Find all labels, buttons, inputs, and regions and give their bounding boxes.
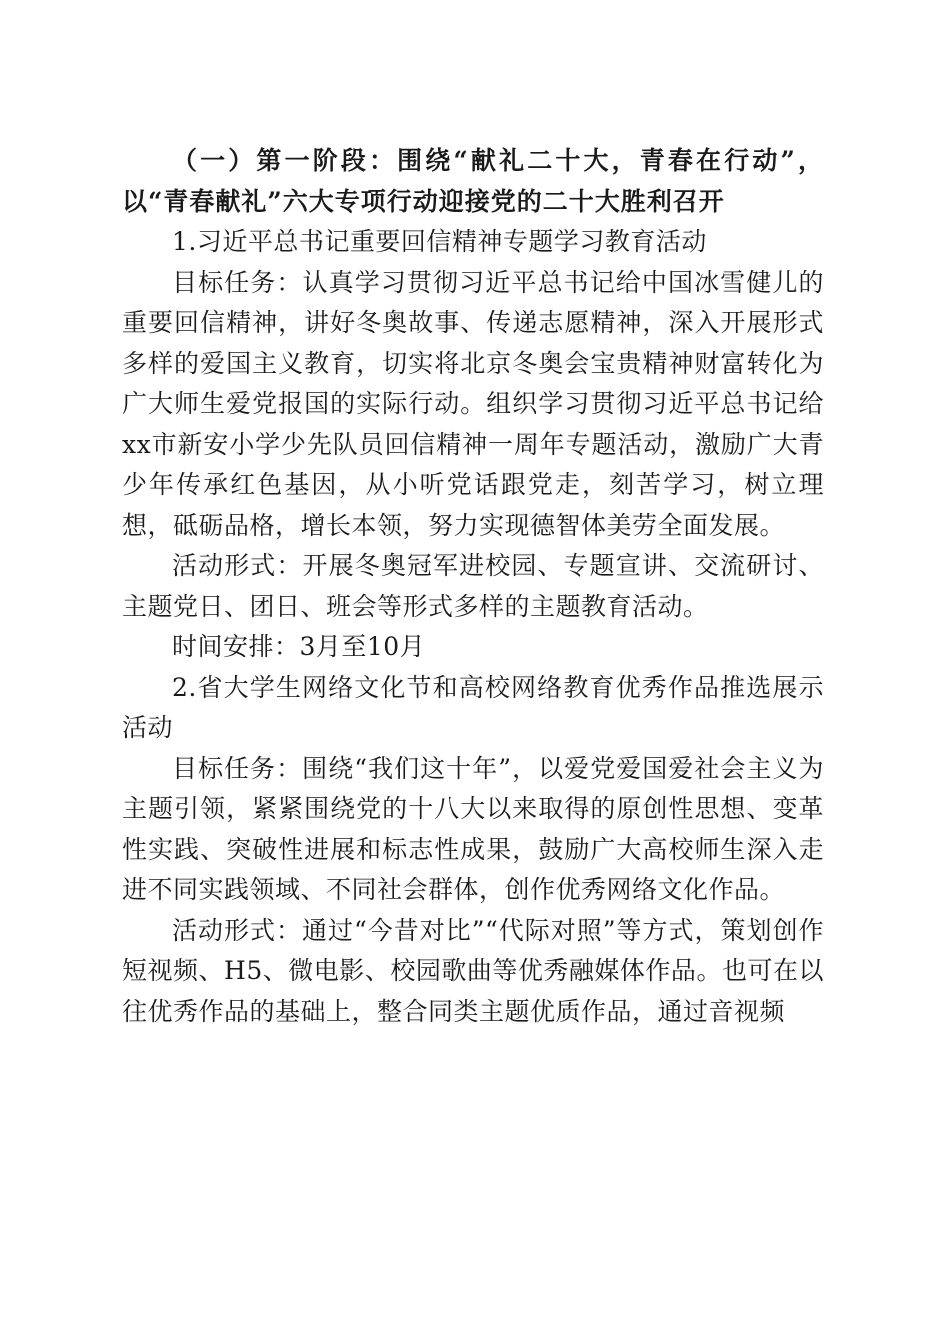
item-2-form: 活动形式：通过“今昔对比”“代际对照”等方式，策划创作短视频、H5、微电影、校园歌曲等优秀融媒体作品。也可在以往优秀作品的基础上，整合同类主题优质作品，通过音视频: [122, 915, 824, 1026]
item-1-schedule: 时间安排：3月至10月: [172, 632, 426, 661]
item-2-title: 2.省大学生网络文化节和高校网络教育优秀作品推选展示活动: [122, 672, 824, 742]
item-1-form: 活动形式：开展冬奥冠军进校园、专题宣讲、交流研讨、主题党日、团日、班会等形式多样的主题教育活动。: [122, 551, 824, 621]
item-1-title: 1.习近平总书记重要回信精神专题学习教育活动: [172, 227, 707, 256]
item-1-goal: 目标任务：认真学习贯彻习近平总书记给中国冰雪健儿的重要回信精神，讲好冬奥故事、传递志愿精神，深入开展形式多样的爱国主义教育，切实将北京冬奥会宝贵精神财富转化为广大师生爱党报国的实际行动。组织学习贯彻习近平总书记给xx市新安小学少先队员回信精神一周年专题活动，激励广大青少年传承红色基因，从小听党话跟党走，刻苦学习，树立理想，砥砺品格，增长本领，努力实现德智体美劳全面发展。: [122, 267, 824, 540]
section-heading: （一）第一阶段：围绕“献礼二十大，青春在行动”，以“青春献礼”六大专项行动迎接党的二十大胜利召开: [122, 146, 824, 216]
document-body: [122, 141, 824, 1032]
item-2-goal: 目标任务：围绕“我们这十年”，以爱党爱国爱社会主义为主题引领，紧紧围绕党的十八大以来取得的原创性思想、变革性实践、突破性进展和标志性成果，鼓励广大高校师生深入走进不同实践领域、不同社会群体，创作优秀网络文化作品。: [122, 753, 824, 904]
